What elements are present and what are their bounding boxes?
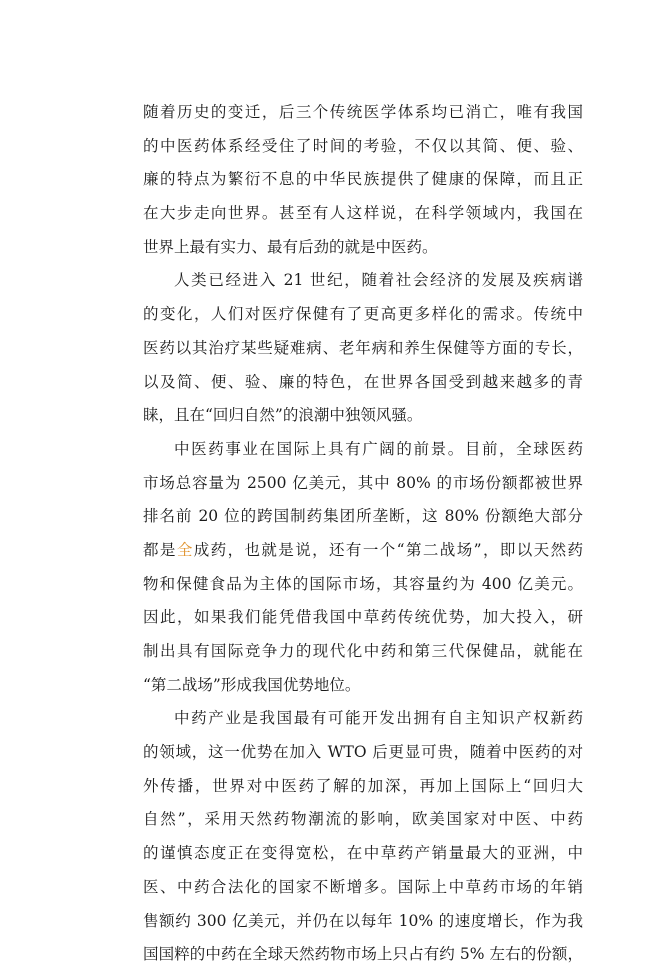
paragraph-first-line: 中药产业是我国最有可能开发出拥有自主知识产权新药 bbox=[174, 709, 583, 728]
highlighted-character: 全 bbox=[176, 540, 194, 559]
text-line: 医药以其治疗某些疑难病、老年病和养生保健等方面的专长， bbox=[143, 338, 583, 357]
text-line: 售额约 300 亿美元，并仍在以每年 10% 的速度增长，作为我 bbox=[143, 911, 583, 930]
paragraph-first-line: 中医药事业在国际上具有广阔的前景。目前，全球医药 bbox=[174, 439, 583, 458]
text-line: 廉的特点为繁衍不息的中华民族提供了健康的保障，而且正 bbox=[143, 170, 583, 189]
text-line: 的变化，人们对医疗保健有了更高更多样化的需求。传统中 bbox=[143, 305, 583, 324]
text-line-with-highlight bbox=[143, 534, 583, 568]
text-line: 世界上最有实力、最有后劲的就是中医药。 bbox=[143, 237, 438, 256]
text-line: 在大步走向世界。甚至有人这样说，在科学领域内，我国在 bbox=[143, 204, 583, 223]
text-line: 因此，如果我们能凭借我国中草药传统优势，加大投入，研 bbox=[143, 608, 583, 627]
text-line: 睐，且在“回归自然”的浪潮中独领风骚。 bbox=[143, 406, 423, 425]
text-line: 自然”，采用天然药物潮流的影响，欧美国家对中医、中药 bbox=[143, 810, 583, 829]
text-line: 的中医药体系经受住了时间的考验，不仅以其简、便、验、 bbox=[143, 136, 583, 155]
text-line: 的领域，这一优势在加入 WTO 后更显可贵，随着中医药的对 bbox=[143, 743, 583, 762]
text-segment: 成药，也就是说，还有一个“第二战场”，即以天然药 bbox=[193, 540, 583, 559]
body-text bbox=[143, 96, 583, 972]
text-line: 国国粹的中药在全球天然药物市场上只占有约 5% 左右的份额， bbox=[143, 945, 583, 964]
text-line: 市场总容量为 2500 亿美元，其中 80% 的市场份额都被世界 bbox=[143, 473, 583, 492]
text-line: “第二战场”形成我国优势地位。 bbox=[143, 675, 361, 694]
text-line: 制出具有国际竞争力的现代化中药和第三代保健品，就能在 bbox=[143, 642, 583, 660]
text-line: 排名前 20 位的跨国制药集团所垄断，这 80% 份额绝大部分 bbox=[143, 507, 583, 526]
text-line: 的谨慎态度正在变得宽松，在中草药产销量最大的亚洲，中 bbox=[143, 844, 583, 863]
text-line: 外传播，世界对中医药了解的加深，再加上国际上“回归大 bbox=[143, 776, 583, 795]
text-line: 医、中药合法化的国家不断增多。国际上中草药市场的年销 bbox=[143, 877, 583, 896]
text-segment: 都是 bbox=[143, 540, 177, 559]
text-line: 物和保健食品为主体的国际市场，其容量约为 400 亿美元。 bbox=[143, 574, 583, 593]
paragraph-first-line: 人类已经进入 21 世纪，随着社会经济的发展及疾病谱 bbox=[174, 271, 583, 290]
text-line: 以及简、便、验、廉的特色，在世界各国受到越来越多的青 bbox=[143, 372, 583, 391]
text-line: 随着历史的变迁，后三个传统医学体系均已消亡，唯有我国 bbox=[143, 103, 583, 121]
